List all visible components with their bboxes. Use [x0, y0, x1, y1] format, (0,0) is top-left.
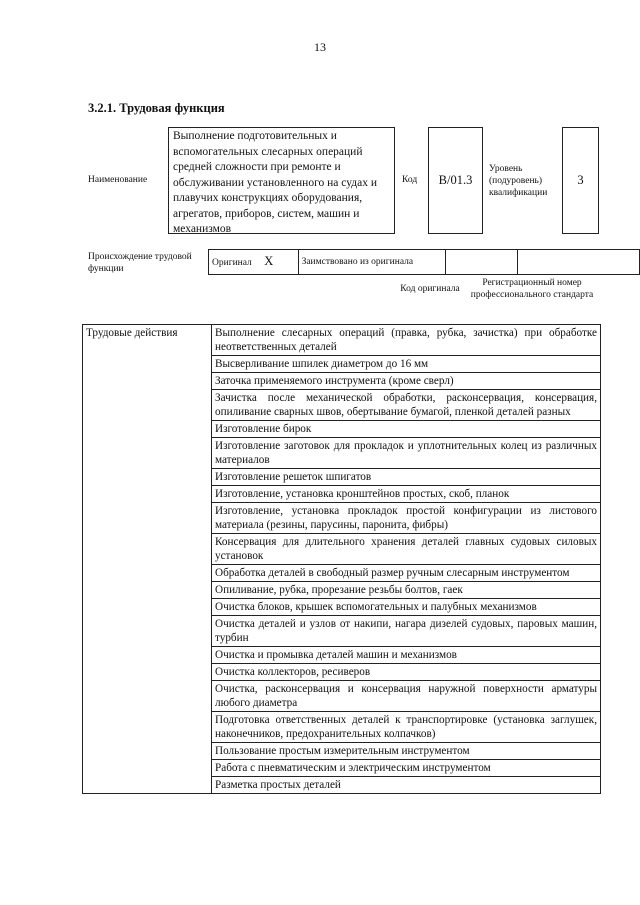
borrowed-cell: Заимствовано из оригинала: [298, 250, 445, 275]
original-mark: X: [264, 253, 274, 268]
labor-action-item: Изготовление заготовок для прокладок и уплотнительных колец из различных материалов: [212, 438, 601, 469]
registration-caption: Регистрационный номер профессионального стандарта: [470, 278, 594, 300]
original-cell: [209, 250, 299, 275]
labor-action-item: Опиливание, рубка, прорезание резьбы болтов, гаек: [212, 582, 601, 599]
origin-table: [208, 249, 640, 275]
labor-action-item: Высверливание шпилек диаметром до 16 мм: [212, 356, 601, 373]
function-name-box: Выполнение подготовительных и вспомогательных слесарных операций средней сложности при ремонте и обслуживании установленного на судах и плавучих конструкциях оборудования, агрегатов, приборов, систем, машин и механизмов: [168, 127, 395, 234]
labor-action-item: Очистка деталей и узлов от накипи, нагара дизелей судовых, паровых машин, турбин: [212, 616, 601, 647]
labor-action-item: Очистка блоков, крышек вспомогательных и палубных механизмов: [212, 599, 601, 616]
labor-action-item: Заточка применяемого инструмента (кроме сверл): [212, 373, 601, 390]
code-label: Код: [402, 175, 418, 185]
labor-action-item: Обработка деталей в свободный размер ручным слесарным инструментом: [212, 565, 601, 582]
labor-action-item: Пользование простым измерительным инструментом: [212, 743, 601, 760]
labor-action-item: Изготовление бирок: [212, 421, 601, 438]
labor-action-item: Выполнение слесарных операций (правка, рубка, зачистка) при обработке неответственных деталей: [212, 325, 601, 356]
original-code-cell: [445, 250, 517, 275]
section-title: 3.2.1. Трудовая функция: [88, 101, 225, 115]
labor-action-item: Консервация для длительного хранения деталей главных судовых силовых установок: [212, 534, 601, 565]
labor-actions-heading: Трудовые действия: [83, 325, 212, 794]
labor-action-item: Очистка коллекторов, ресиверов: [212, 664, 601, 681]
labor-action-item: Изготовление, установка кронштейнов простых, скоб, планок: [212, 486, 601, 503]
page-number: 13: [314, 40, 326, 54]
registration-number-cell: [517, 250, 639, 275]
table-row: [83, 325, 601, 356]
origin-label: Происхождение трудовой функции: [88, 252, 192, 274]
function-code-box: B/01.3: [428, 127, 483, 234]
labor-actions-table: [82, 324, 601, 794]
code-caption: Код оригинала: [400, 284, 460, 294]
labor-action-item: Зачистка после механической обработки, расконсервация, консервация, опиливание сварных швов, обертывание бумагой, пленкой деталей разных: [212, 390, 601, 421]
original-label: Оригинал: [212, 257, 252, 268]
labor-action-item: Изготовление решеток шпигатов: [212, 469, 601, 486]
labor-action-item: Очистка, расконсервация и консервация наружной поверхности арматуры любого диаметра: [212, 681, 601, 712]
labor-action-item: Очистка и промывка деталей машин и механизмов: [212, 647, 601, 664]
level-label: Уровень (подуровень) квалификации: [489, 164, 548, 198]
qualification-level-box: 3: [562, 127, 599, 234]
labor-action-item: Разметка простых деталей: [212, 777, 601, 794]
labor-action-item: Изготовление, установка прокладок простой конфигурации из листового материала (резины, парусины, паронита, фибры): [212, 503, 601, 534]
labor-action-item: Подготовка ответственных деталей к транспортировке (установка заглушек, наконечников, предохранительных колпачков): [212, 712, 601, 743]
name-label: Наименование: [88, 175, 148, 185]
labor-action-item: Работа с пневматическим и электрическим инструментом: [212, 760, 601, 777]
